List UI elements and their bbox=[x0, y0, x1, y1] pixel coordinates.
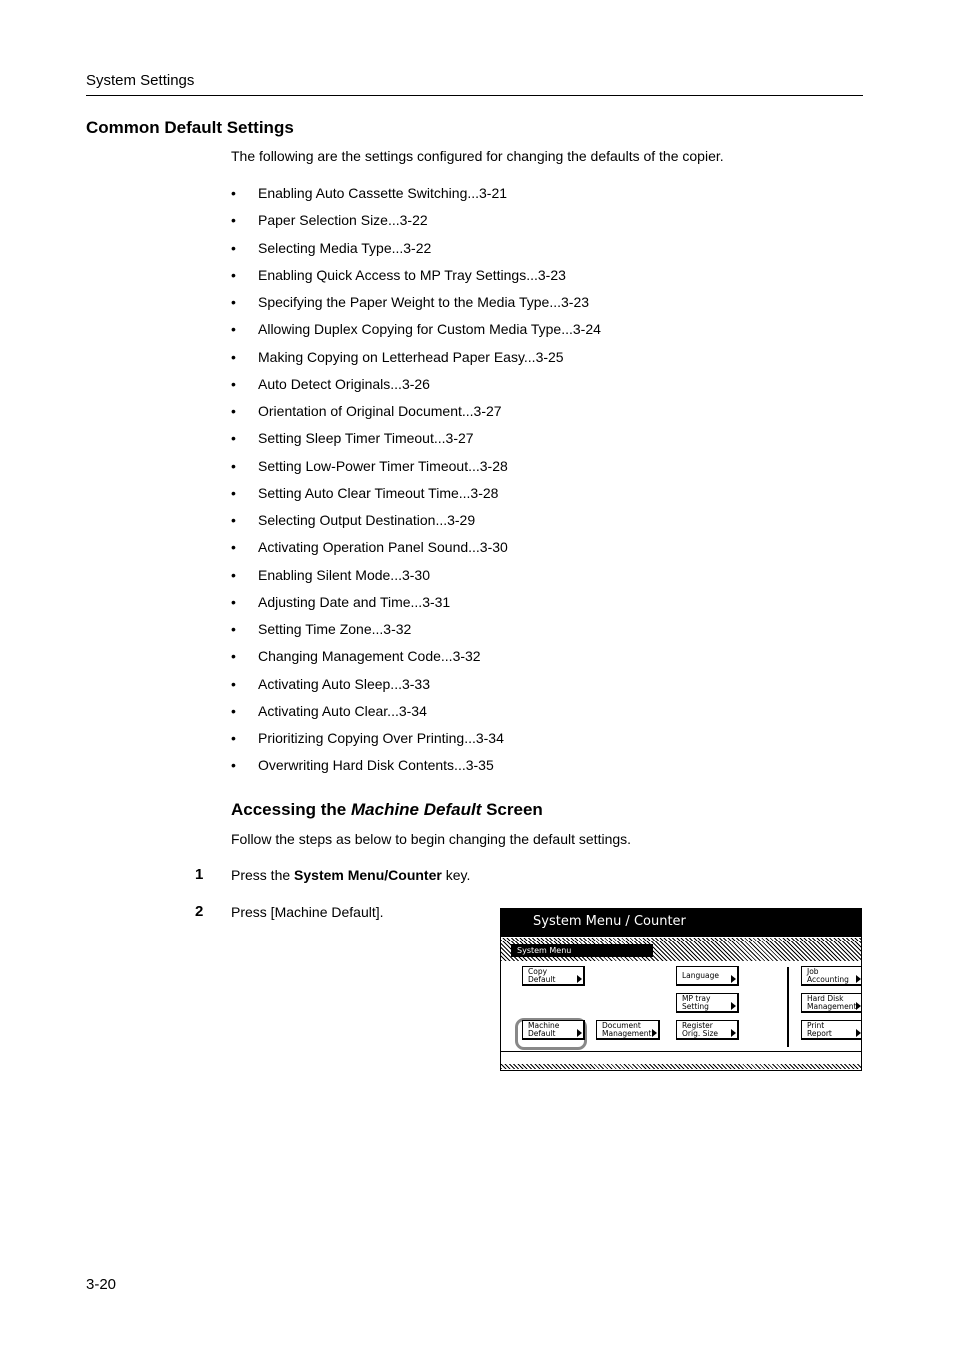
follow-paragraph: Follow the steps as below to begin changing the default settings. bbox=[231, 831, 632, 847]
list-item bbox=[231, 512, 601, 539]
bullet-icon: • bbox=[231, 730, 236, 746]
print-report-button[interactable] bbox=[801, 1020, 862, 1040]
list-item bbox=[231, 185, 601, 212]
running-header: System Settings bbox=[86, 72, 195, 89]
list-item-text: Enabling Silent Mode...3-30 bbox=[258, 566, 430, 583]
panel-divider bbox=[787, 967, 789, 1047]
machine-default-button[interactable] bbox=[522, 1020, 585, 1040]
list-item bbox=[231, 621, 601, 648]
section-heading: Common Default Settings bbox=[86, 118, 294, 137]
arrow-right-icon bbox=[577, 975, 582, 983]
button-label: Print Report bbox=[807, 1021, 832, 1038]
step-number: 2 bbox=[195, 903, 204, 920]
arrow-right-icon bbox=[652, 1029, 657, 1037]
bullet-icon: • bbox=[231, 239, 236, 256]
bullet-icon: • bbox=[231, 675, 236, 692]
list-item-text: Making Copying on Letterhead Paper Easy...3-25 bbox=[258, 348, 564, 365]
list-item-text: Specifying the Paper Weight to the Media Type...3-23 bbox=[258, 294, 590, 310]
header-rule bbox=[86, 95, 863, 96]
bullet-icon: • bbox=[231, 403, 236, 419]
bullet-icon: • bbox=[231, 430, 236, 447]
list-item bbox=[231, 321, 601, 348]
copy-default-button[interactable] bbox=[522, 966, 585, 986]
list-item bbox=[231, 757, 601, 784]
step-text-after: key. bbox=[441, 867, 471, 883]
list-item bbox=[231, 376, 601, 403]
list-item bbox=[231, 240, 601, 267]
bullet-icon: • bbox=[231, 375, 236, 392]
bullet-icon: • bbox=[231, 457, 236, 474]
intro-paragraph: The following are the settings configured for changing the defaults of the copier. bbox=[231, 148, 724, 164]
settings-list bbox=[231, 185, 601, 785]
hard-disk-management-button[interactable] bbox=[801, 993, 862, 1013]
list-item bbox=[231, 539, 601, 566]
list-item bbox=[231, 212, 601, 239]
bullet-icon: • bbox=[231, 566, 236, 583]
list-item bbox=[231, 267, 601, 294]
list-item-text: Allowing Duplex Copying for Custom Media Type...3-24 bbox=[258, 321, 601, 338]
page-number: 3-20 bbox=[86, 1276, 117, 1293]
button-label: Hard Disk Management bbox=[807, 994, 857, 1011]
list-item-text: Setting Auto Clear Timeout Time...3-28 bbox=[258, 484, 499, 501]
bullet-icon: • bbox=[231, 266, 236, 283]
button-label: MP tray Setting bbox=[682, 994, 711, 1011]
bullet-icon: • bbox=[231, 539, 236, 556]
subsection-heading bbox=[231, 800, 543, 820]
list-item-text: Changing Management Code...3-32 bbox=[258, 648, 481, 665]
button-label: Register Orig. Size bbox=[682, 1021, 718, 1038]
language-button[interactable] bbox=[676, 966, 739, 986]
button-label: Language bbox=[682, 971, 720, 980]
arrow-right-icon bbox=[856, 975, 861, 983]
list-item bbox=[231, 430, 601, 457]
list-item bbox=[231, 403, 601, 430]
list-item-text: Selecting Media Type...3-22 bbox=[258, 239, 432, 256]
list-item-text: Adjusting Date and Time...3-31 bbox=[258, 593, 451, 610]
list-item bbox=[231, 349, 601, 376]
arrow-right-icon bbox=[731, 975, 736, 983]
bullet-icon: • bbox=[231, 484, 236, 501]
arrow-right-icon bbox=[731, 1002, 736, 1010]
button-label: Machine Default bbox=[528, 1021, 560, 1038]
subheading-prefix: Accessing the bbox=[231, 800, 351, 819]
list-item-text: Enabling Auto Cassette Switching...3-21 bbox=[258, 185, 508, 201]
bullet-icon: • bbox=[231, 593, 236, 610]
step-text: Press [Machine Default]. bbox=[231, 904, 384, 920]
subheading-italic: Machine Default bbox=[351, 800, 482, 819]
bullet-icon: • bbox=[231, 621, 236, 637]
list-item bbox=[231, 730, 601, 757]
document-management-button[interactable] bbox=[596, 1020, 660, 1040]
list-item-text: Activating Auto Sleep...3-33 bbox=[258, 675, 430, 692]
arrow-right-icon bbox=[577, 1029, 582, 1037]
step-number: 1 bbox=[195, 866, 204, 883]
step-text-before: Press the bbox=[231, 867, 295, 883]
bullet-icon: • bbox=[231, 757, 236, 774]
list-item-text: Setting Time Zone...3-32 bbox=[258, 621, 412, 637]
list-item-text: Prioritizing Copying Over Printing...3-34 bbox=[258, 730, 504, 746]
list-item-text: Activating Operation Panel Sound...3-30 bbox=[258, 539, 508, 556]
list-item bbox=[231, 294, 601, 321]
step-text bbox=[231, 867, 470, 883]
panel-bottom-rule bbox=[501, 1051, 861, 1052]
button-label: Job Accounting bbox=[807, 967, 849, 984]
button-label: Document Management bbox=[602, 1021, 652, 1038]
list-item bbox=[231, 648, 601, 675]
list-item-text: Paper Selection Size...3-22 bbox=[258, 212, 428, 229]
list-item-text: Auto Detect Originals...3-26 bbox=[258, 375, 430, 392]
list-item bbox=[231, 458, 601, 485]
footer-hatch bbox=[501, 1064, 861, 1069]
system-menu-tab[interactable]: System Menu bbox=[511, 944, 653, 957]
list-item-text: Orientation of Original Document...3-27 bbox=[258, 403, 502, 419]
list-item-text: Setting Sleep Timer Timeout...3-27 bbox=[258, 430, 474, 447]
system-menu-panel bbox=[500, 908, 862, 1071]
list-item bbox=[231, 485, 601, 512]
arrow-right-icon bbox=[731, 1029, 736, 1037]
mp-tray-setting-button[interactable] bbox=[676, 993, 739, 1013]
bullet-icon: • bbox=[231, 512, 236, 528]
list-item bbox=[231, 703, 601, 730]
bullet-icon: • bbox=[231, 212, 236, 229]
step-key-name: System Menu/Counter bbox=[294, 867, 442, 883]
bullet-icon: • bbox=[231, 294, 236, 310]
bullet-icon: • bbox=[231, 348, 236, 365]
list-item-text: Selecting Output Destination...3-29 bbox=[258, 512, 476, 528]
list-item-text: Activating Auto Clear...3-34 bbox=[258, 702, 427, 719]
list-item bbox=[231, 594, 601, 621]
bullet-icon: • bbox=[231, 321, 236, 338]
list-item-text: Setting Low-Power Timer Timeout...3-28 bbox=[258, 457, 508, 474]
arrow-right-icon bbox=[856, 1002, 861, 1010]
bullet-icon: • bbox=[231, 185, 236, 201]
job-accounting-button[interactable] bbox=[801, 966, 862, 986]
list-item bbox=[231, 567, 601, 594]
panel-title: System Menu / Counter bbox=[501, 909, 861, 937]
bullet-icon: • bbox=[231, 648, 236, 665]
arrow-right-icon bbox=[856, 1029, 861, 1037]
list-item bbox=[231, 676, 601, 703]
list-item-text: Enabling Quick Access to MP Tray Settings...3-23 bbox=[258, 266, 566, 283]
bullet-icon: • bbox=[231, 702, 236, 719]
register-orig-size-button[interactable] bbox=[676, 1020, 739, 1040]
list-item-text: Overwriting Hard Disk Contents...3-35 bbox=[258, 757, 494, 774]
button-label: Copy Default bbox=[528, 967, 556, 984]
subheading-suffix: Screen bbox=[481, 800, 543, 819]
